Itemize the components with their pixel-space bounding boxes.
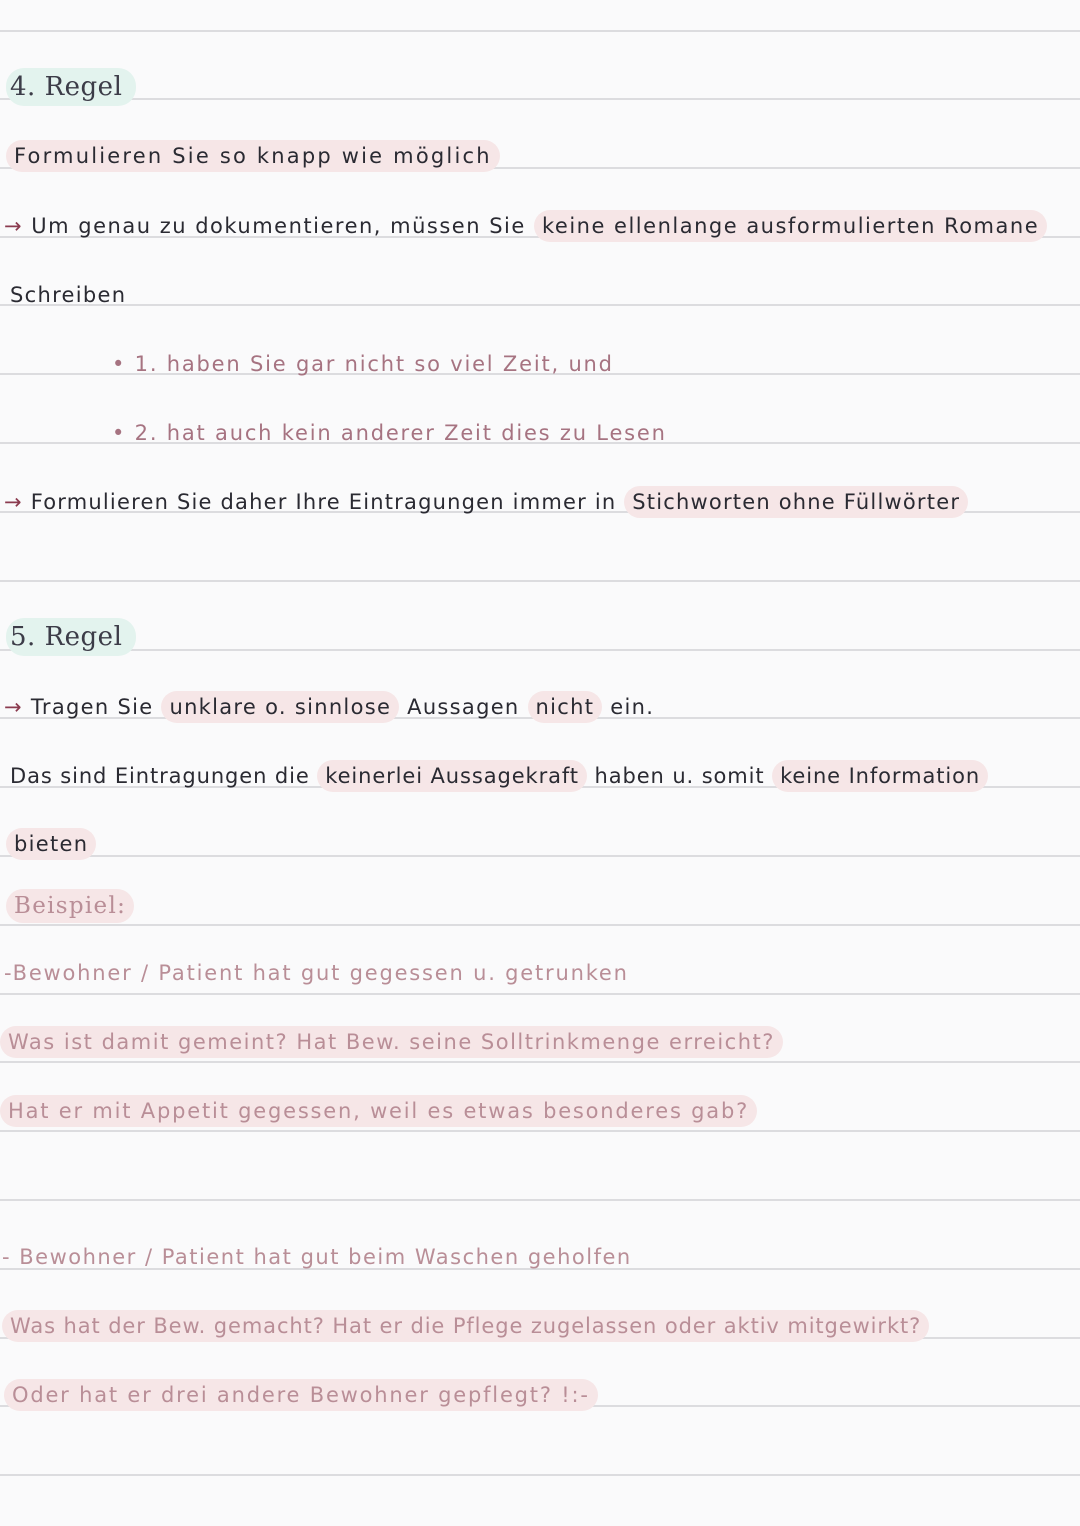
- section-5-line-1-highlight-1: unklare o. sinnlose: [161, 691, 399, 723]
- example-2-question-1: [2, 1314, 929, 1338]
- section-5-heading: [6, 622, 136, 652]
- section-5-line-1-c: ein.: [610, 695, 655, 719]
- example-1-question-1: [0, 1030, 783, 1054]
- rule-line: [0, 98, 1080, 100]
- example-2-question-2: [4, 1383, 598, 1407]
- rule-line: [0, 1061, 1080, 1063]
- section-4-heading: [6, 72, 136, 102]
- example-2-question-1-text: Was hat der Bew. gemacht? Hat er die Pflege zugelassen oder aktiv mitgewirkt?: [2, 1310, 929, 1342]
- section-5-line-1-a: Tragen Sie: [30, 695, 154, 719]
- bullet-1-text: • 1. haben Sie gar nicht so viel Zeit, und: [112, 352, 614, 376]
- example-1: [4, 961, 629, 985]
- beispiel-label: [6, 893, 134, 919]
- section-5-line-1-b: Aussagen: [407, 695, 520, 719]
- section-5-line-1: [4, 695, 654, 719]
- arrow-icon: →: [4, 695, 23, 719]
- section-4-line-2: [10, 283, 126, 307]
- section-4-line-1-text: Um genau zu dokumentieren, müssen Sie: [31, 214, 526, 238]
- example-1-text: -Bewohner / Patient hat gut gegessen u. getrunken: [4, 961, 629, 985]
- section-4-bullet-1: [112, 352, 614, 376]
- rule-line: [0, 649, 1080, 651]
- section-5-line-3: [6, 832, 96, 856]
- section-5-line-2-a: Das sind Eintragungen die: [10, 764, 310, 788]
- section-5-line-1-highlight-2: nicht: [528, 691, 603, 723]
- example-1-question-2: [0, 1099, 757, 1123]
- rule-line: [0, 580, 1080, 582]
- example-2-text: - Bewohner / Patient hat gut beim Waschen geholfen: [2, 1245, 632, 1269]
- beispiel-label-text: Beispiel:: [6, 889, 134, 923]
- section-5-line-2: [10, 764, 988, 788]
- rule-line: [0, 1199, 1080, 1201]
- rule-line: [0, 304, 1080, 306]
- section-5-line-3-highlight: bieten: [6, 828, 96, 860]
- rule-line: [0, 993, 1080, 995]
- section-4-line-3-text: Formulieren Sie daher Ihre Eintragungen immer in: [30, 490, 617, 514]
- section-4-line-2-text: Schreiben: [10, 283, 127, 307]
- section-5-line-2-highlight-2: keine Information: [772, 760, 988, 792]
- section-5-line-2-highlight-1: keinerlei Aussagekraft: [317, 760, 587, 792]
- section-4-subheading-text: Formulieren Sie so knapp wie möglich: [6, 140, 500, 172]
- example-1-question-1-text: Was ist damit gemeint? Hat Bew. seine Solltrinkmenge erreicht?: [0, 1026, 783, 1058]
- rule-line: [0, 1130, 1080, 1132]
- rule-line: [0, 1474, 1080, 1476]
- rule-line: [0, 924, 1080, 926]
- section-4-line-3-highlight: Stichworten ohne Füllwörter: [624, 486, 968, 518]
- example-2-question-2-text: Oder hat er drei andere Bewohner gepflegt? !:-: [4, 1379, 598, 1411]
- section-4-bullet-2: [112, 421, 667, 445]
- example-1-question-2-text: Hat er mit Appetit gegessen, weil es etwas besonderes gab?: [0, 1095, 757, 1127]
- bullet-2-text: • 2. hat auch kein anderer Zeit dies zu Lesen: [112, 421, 667, 445]
- section-5-line-2-b: haben u. somit: [594, 764, 765, 788]
- arrow-icon: →: [4, 214, 24, 238]
- rule-line: [0, 855, 1080, 857]
- section-4-heading-text: 4. Regel: [6, 68, 136, 106]
- rule-line: [0, 30, 1080, 32]
- example-2: [2, 1245, 632, 1269]
- section-5-heading-text: 5. Regel: [6, 618, 136, 656]
- section-4-subheading: [6, 144, 500, 168]
- section-4-line-1: [4, 214, 1047, 238]
- arrow-icon: →: [4, 490, 23, 514]
- section-4-line-1-highlight: keine ellenlange ausformulierten Romane: [534, 210, 1047, 242]
- section-4-line-3: [4, 490, 968, 514]
